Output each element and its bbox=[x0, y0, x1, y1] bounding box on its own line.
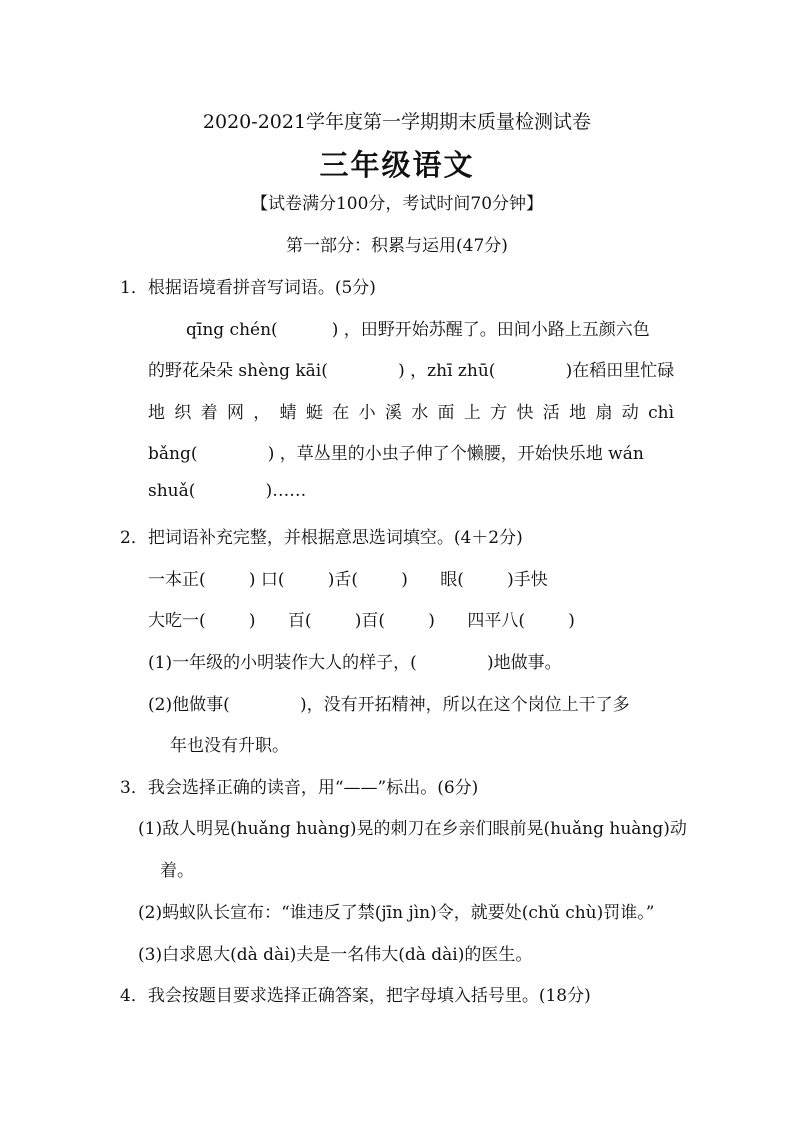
q2-title: 2．把词语补充完整，并根据意思选词填空。(4＋2分) bbox=[120, 528, 523, 548]
q2-sub-2a: (2)他做事( )，没有开拓精神，所以在这个岗位上干了多 bbox=[148, 695, 630, 715]
part-title: 第一部分：积累与运用(47分) bbox=[286, 236, 508, 256]
subject-title: 三年级语文 bbox=[319, 148, 475, 182]
q1-line-5: shuǎ( )…… bbox=[148, 481, 307, 501]
exam-info: 【试卷满分100分，考试时间70分钟】 bbox=[250, 194, 544, 214]
q3-sub-1a: (1)敌人明晃(huǎng huàng)晃的刺刀在乡亲们眼前晃(huǎng huàng)动 bbox=[138, 819, 687, 839]
q1-line-2: 的野花朵朵 shèng kāi( ) ，zhī zhū( )在稻田里忙碌 bbox=[148, 361, 675, 381]
q2-sub-2b: 年也没有升职。 bbox=[170, 736, 289, 756]
q1-line-3: 地 织 着 网 ， 蜻 蜓 在 小 溪 水 面 上 方 快 活 地 扇 动 chì bbox=[148, 403, 674, 423]
q3-title: 3．我会选择正确的读音，用“——”标出。(6分) bbox=[120, 778, 479, 798]
q2-row-1: 一本正( ) 口( )舌( ) 眼( )手快 bbox=[148, 570, 548, 590]
q3-sub-1b: 着。 bbox=[160, 861, 194, 881]
q2-sub-1: (1)一年级的小明装作大人的样子，( )地做事。 bbox=[148, 653, 562, 673]
q2-row-2: 大吃一( ) 百( )百( ) 四平八( ) bbox=[148, 611, 575, 631]
q1-line-1: qīng chén( ) ，田野开始苏醒了。田间小路上五颜六色 bbox=[186, 320, 650, 340]
q1-title: 1．根据语境看拼音写词语。(5分) bbox=[120, 278, 376, 298]
q3-sub-3: (3)白求恩大(dà dài)夫是一名伟大(dà dài)的医生。 bbox=[138, 945, 533, 965]
q1-line-4: bǎng( ) ，草丛里的小虫子伸了个懒腰，开始快乐地 wán bbox=[148, 444, 644, 464]
q4-title: 4．我会按题目要求选择正确答案，把字母填入括号里。(18分) bbox=[120, 986, 591, 1006]
q3-sub-2: (2)蚂蚁队长宣布：“谁违反了禁(jīn jìn)令，就要处(chǔ chù)罚谁。” bbox=[138, 903, 655, 923]
exam-title: 2020-2021学年度第一学期期末质量检测试卷 bbox=[202, 111, 592, 133]
